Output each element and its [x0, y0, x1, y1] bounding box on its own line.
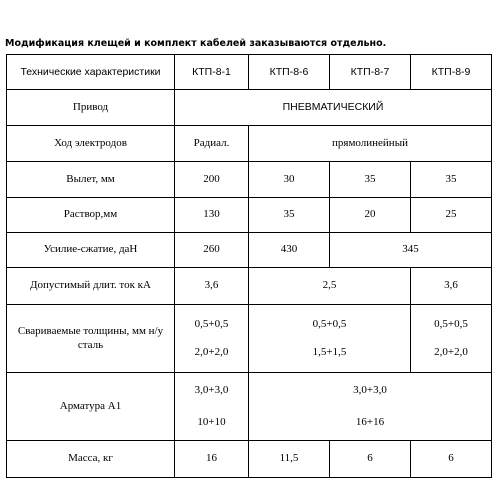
model-ktp-8-7: КТП-8-7: [330, 55, 411, 90]
spec-table: [6, 54, 492, 478]
thickness-value: [175, 305, 249, 373]
rebar-line: 16+16: [355, 416, 385, 429]
rebar-line: 3,0+3,0: [353, 383, 387, 396]
thickness-line: 0,5+0,5: [312, 317, 347, 330]
opening-value: 20: [330, 198, 411, 233]
header-label: Технические характеристики: [7, 55, 175, 90]
drive-value: ПНЕВМАТИЧЕСКИЙ: [175, 90, 492, 126]
current-value: 3,6: [411, 268, 492, 305]
thickness-label: Свариваемые толщины, мм н/у сталь: [7, 305, 175, 373]
reach-value: 30: [249, 162, 330, 198]
row-rebar: [7, 373, 492, 441]
current-label: Допустимый длит. ток кА: [7, 268, 175, 305]
current-value: 3,6: [175, 268, 249, 305]
order-note: Модификация клещей и комплект кабелей заказываются отдельно.: [5, 38, 387, 49]
force-value: 345: [330, 233, 492, 268]
row-stroke: [7, 126, 492, 162]
rebar-label: Арматура А1: [7, 373, 175, 441]
row-opening: [7, 198, 492, 233]
rebar-value: [175, 373, 249, 441]
force-value: 430: [249, 233, 330, 268]
model-ktp-8-9: КТП-8-9: [411, 55, 492, 90]
mass-value: 16: [175, 441, 249, 478]
thickness-line: 0,5+0,5: [194, 317, 229, 330]
reach-value: 200: [175, 162, 249, 198]
row-reach: [7, 162, 492, 198]
reach-value: 35: [330, 162, 411, 198]
row-force: [7, 233, 492, 268]
drive-label: Привод: [7, 90, 175, 126]
thickness-line: 0,5+0,5: [434, 317, 468, 330]
thickness-line: 2,0+2,0: [434, 346, 468, 359]
row-thickness: [7, 305, 492, 373]
thickness-line: 2,0+2,0: [194, 346, 229, 359]
current-value: 2,5: [249, 268, 411, 305]
mass-value: 11,5: [249, 441, 330, 478]
header-row: [7, 55, 492, 90]
rebar-line: 3,0+3,0: [194, 383, 229, 396]
reach-value: 35: [411, 162, 492, 198]
rebar-line: 10+10: [197, 416, 226, 429]
row-current: [7, 268, 492, 305]
opening-value: 25: [411, 198, 492, 233]
thickness-value: [249, 305, 411, 373]
mass-value: 6: [411, 441, 492, 478]
row-drive: [7, 90, 492, 126]
thickness-line: 1,5+1,5: [312, 346, 347, 359]
opening-value: 130: [175, 198, 249, 233]
model-ktp-8-1: КТП-8-1: [175, 55, 249, 90]
force-label: Усилие-сжатие, даН: [7, 233, 175, 268]
model-ktp-8-6: КТП-8-6: [249, 55, 330, 90]
stroke-linear: прямолинейный: [249, 126, 492, 162]
mass-label: Масса, кг: [7, 441, 175, 478]
opening-value: 35: [249, 198, 330, 233]
mass-value: 6: [330, 441, 411, 478]
rebar-value: [249, 373, 492, 441]
thickness-value: [411, 305, 492, 373]
opening-label: Раствор,мм: [7, 198, 175, 233]
force-value: 260: [175, 233, 249, 268]
row-mass: [7, 441, 492, 478]
reach-label: Вылет, мм: [7, 162, 175, 198]
stroke-radial: Радиал.: [175, 126, 249, 162]
stroke-label: Ход электродов: [7, 126, 175, 162]
